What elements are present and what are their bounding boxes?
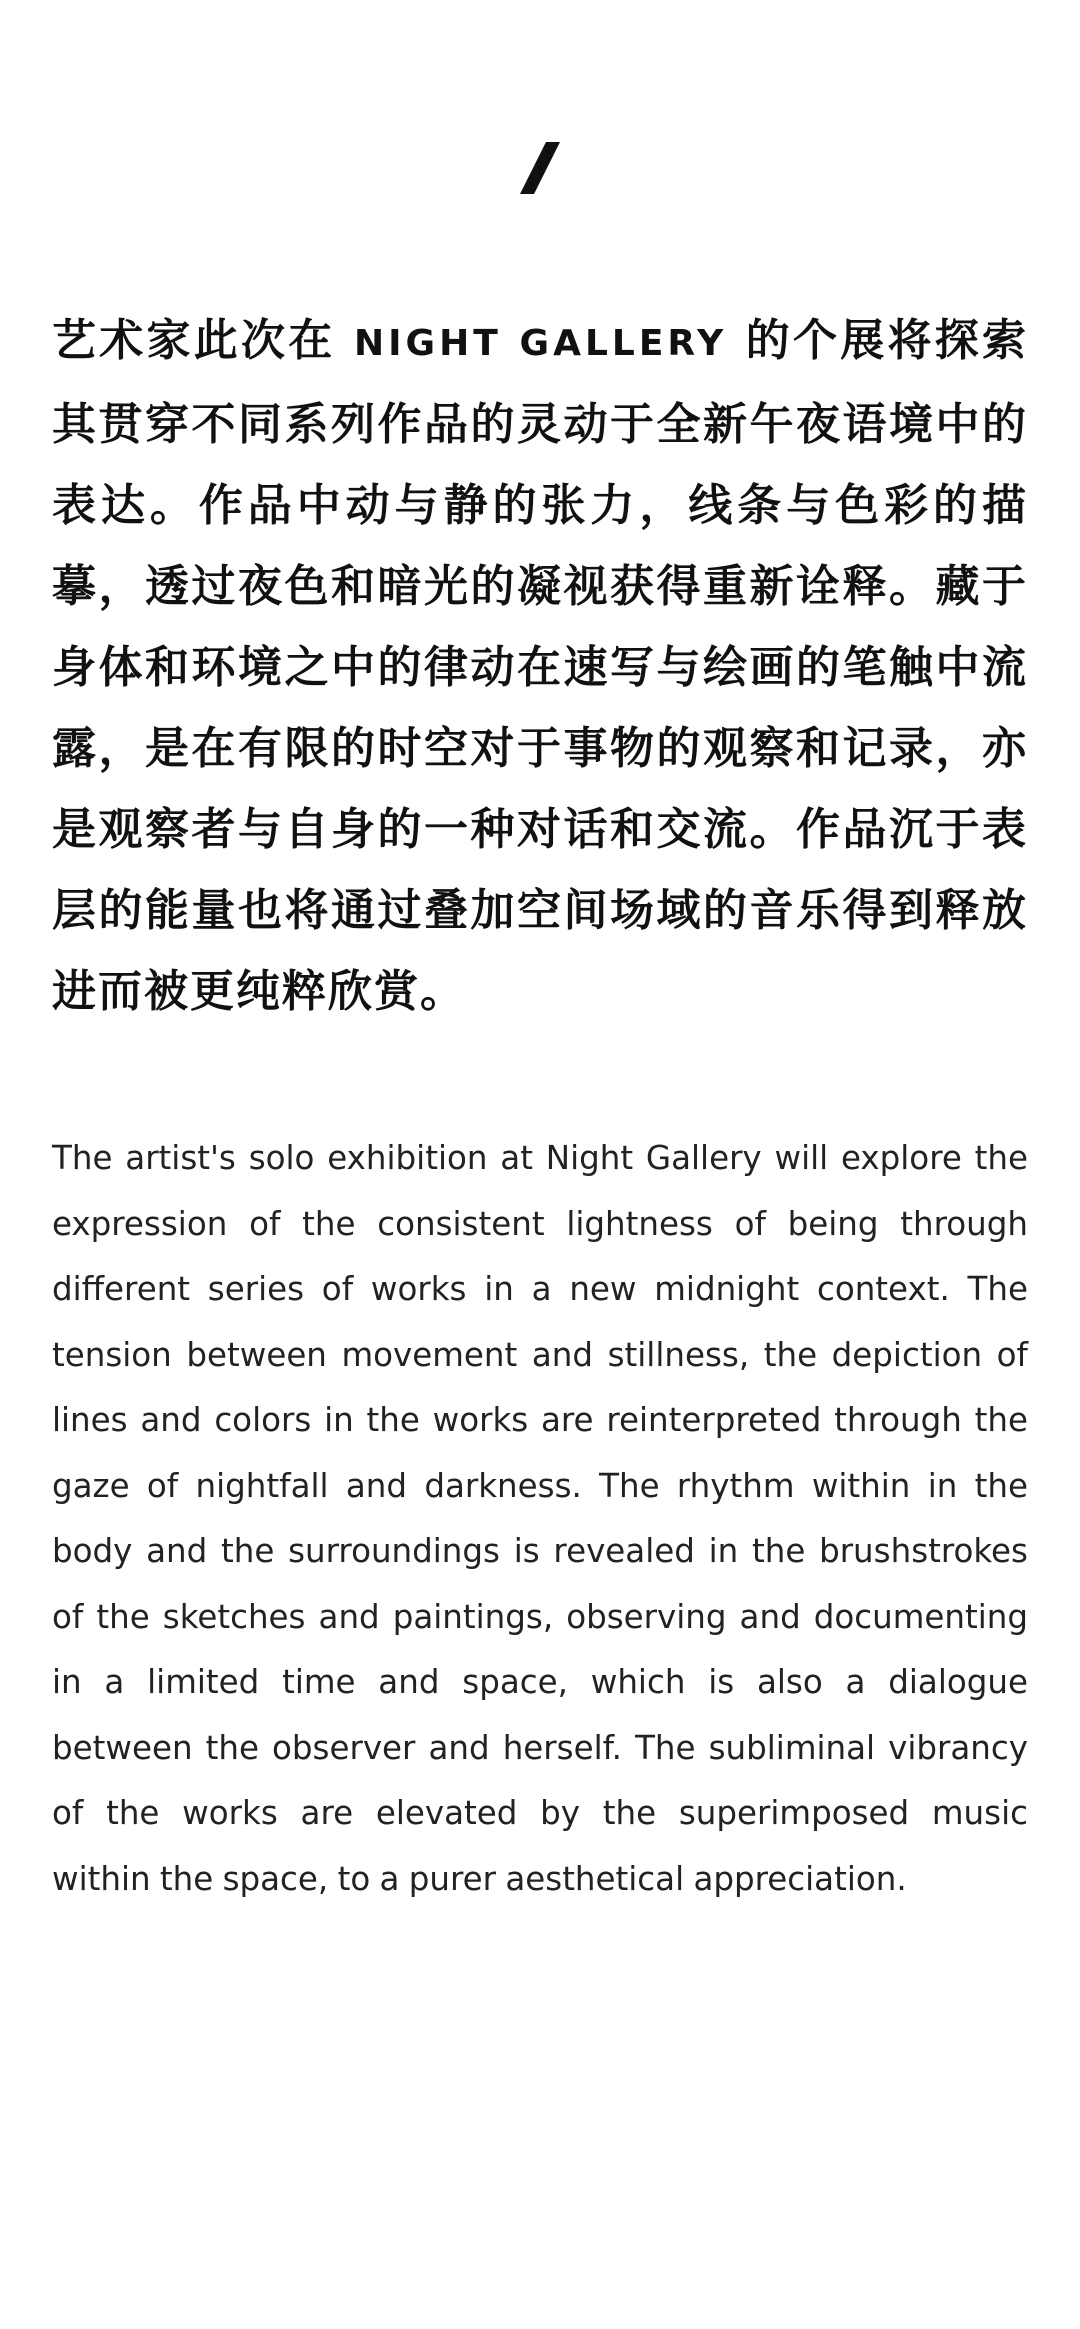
- english-statement: The artist's solo exhibition at Night Gallery will explore the expression of the consistent lightness of being through different series of works in a new midnight context. The tension between movement and stillness, the depiction of lines and colors in the works are reinterpreted through the gaze of nightfall and darkness. The rhythm within in the body and the surroundings is revealed in the brushstrokes of the sketches and paintings, observing and documenting in a limited time and space, which is also a dialogue between the observer and herself. The subliminal vibrancy of the works are elevated by the superimposed music within the space, to a purer aesthetical appreciation.: [52, 1139, 1028, 1898]
- gallery-name: NIGHT GALLERY: [354, 323, 728, 364]
- chinese-statement-lead: 艺术家此次在: [52, 315, 354, 366]
- slash-divider-icon: [518, 140, 562, 196]
- chinese-statement: [52, 300, 1028, 1032]
- chinese-statement-body: 的个展将探索其贯穿不同系列作品的灵动于全新午夜语境中的表达。作品中动与静的张力，线条与色彩的描摹，透过夜色和暗光的凝视获得重新诠释。藏于身体和环境之中的律动在速写与绘画的笔触中流露，是在有限的时空对于事物的观察和记录，亦是观察者与自身的一种对话和交流。作品沉于表层的能量也将通过叠加空间场域的音乐得到释放进而被更纯粹欣赏。: [52, 315, 1028, 1017]
